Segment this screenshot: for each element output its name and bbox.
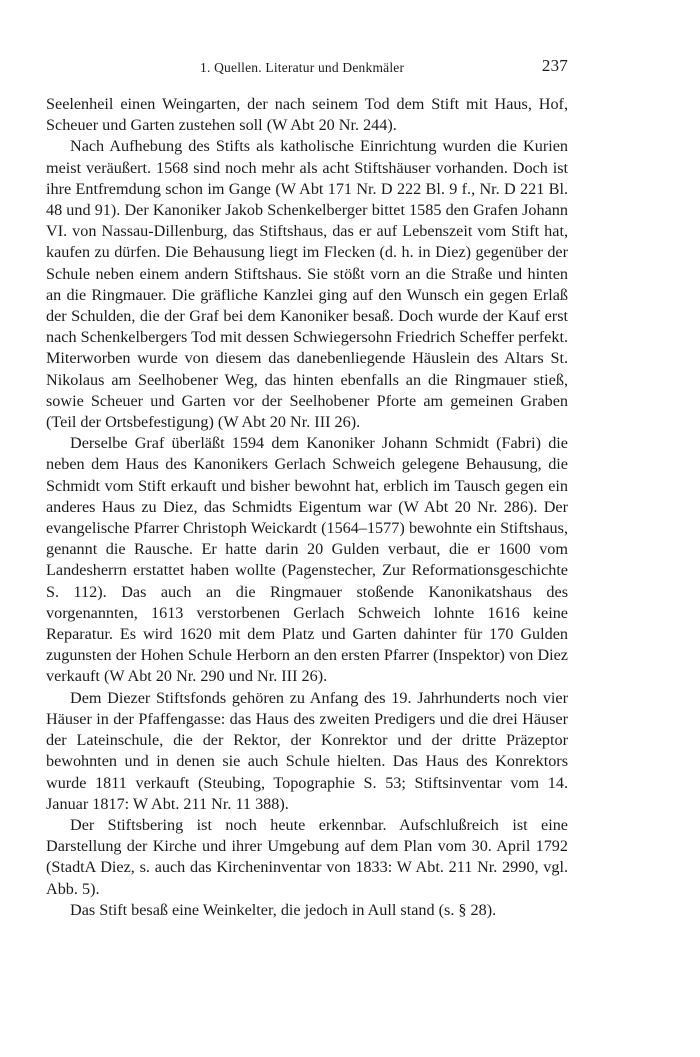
book-page — [46, 56, 568, 921]
paragraph: Derselbe Graf überläßt 1594 dem Kanoniker Johann Schmidt (Fabri) die neben dem Haus des Kanonikers Gerlach Schweich gelegene Behausung, die Schmidt vom Stift erkauft und bisher bewohnt hat, erblich im Tausch gegen ein anderes Haus zu Diez, das Schmidts Eigentum war (W Abt 20 Nr. 286). Der evangelische Pfarrer Christoph Weickardt (1564–1577) bewohnte ein Stiftshaus, genannt die Rausche. Er hatte darin 20 Gulden verbaut, die er 1600 vom Landesherrn erstattet haben wollte (Pagenstecher, Zur Reformationsgeschichte S. 112). Das auch an die Ringmauer stoßende Kanonikatshaus des vorgenannten, 1613 verstorbenen Gerlach Schweich lohnte 1616 keine Reparatur. Es wird 1620 mit dem Platz und Garten dahinter für 170 Gulden zugunsten der Hohen Schule Herborn an den ersten Pfarrer (Inspektor) von Diez verkauft (W Abt 20 Nr. 290 und Nr. III 26). — [46, 434, 568, 686]
paragraph: Der Stiftsbering ist noch heute erkennbar. Aufschlußreich ist eine Darstellung der Kirche und ihrer Umgebung auf dem Plan vom 30. April 1792 (StadtA Diez, s. auch das Kircheninventar von 1833: W Abt. 211 Nr. 2990, vgl. Abb. 5). — [46, 815, 568, 898]
running-title: 1. Quellen. Literatur und Denkmäler — [200, 60, 405, 75]
paragraph-continuation: Seelenheil einen Weingarten, der nach seinem Tod dem Stift mit Haus, Hof, Scheuer und Garten zustehen soll (W Abt 20 Nr. 244). — [46, 95, 568, 135]
paragraph: Nach Aufhebung des Stifts als katholische Einrichtung wurden die Kurien meist veräußert. 1568 sind noch mehr als acht Stiftshäuser vorhanden. Doch ist ihre Entfremdung schon im Gange (W Abt 171 Nr. D 222 Bl. 9 f., Nr. D 221 Bl. 48 und 91). Der Kanoniker Jakob Schenkelberger bittet 1585 den Grafen Johann VI. von Nassau-Dillenburg, das Stiftshaus, das er auf Lebenszeit vom Stift hat, kaufen zu dürfen. Die Behausung liegt im Flecken (d. h. in Diez) gegenüber der Schule neben einem andern Stiftshaus. Sie stößt vorn an die Straße und hinten an die Ringmauer. Die gräfliche Kanzlei ging auf den Wunsch ein gegen Erlaß der Schulden, die der Graf bei dem Kanoniker besaß. Doch wurde der Kauf erst nach Schenkelbergers Tod mit dessen Schwiegersohn Friedrich Scheffer perfekt. Miterworben wurde von diesem das danebenliegende Häuslein des Altars St. Nikolaus am Seelhobener Weg, das hinten ebenfalls an die Ringmauer stieß, sowie Scheuer und Garten vor der Seelhobener Pforte am gemeinen Graben (Teil der Ortsbefestigung) (W Abt 20 Nr. III 26). — [46, 137, 568, 432]
paragraph: Dem Diezer Stiftsfonds gehören zu Anfang des 19. Jahrhunderts noch vier Häuser in der Pfaffengasse: das Haus des zweiten Predigers und die drei Häuser der Lateinschule, die der Rektor, der Konrektor und der dritte Präzeptor bewohnten und in denen sie auch Schule hielten. Das Haus des Konrektors wurde 1811 verkauft (Steubing, Topographie S. 53; Stiftsinventar vom 14. Januar 1817: W Abt. 211 Nr. 11 388). — [46, 688, 568, 813]
body-text — [46, 94, 568, 921]
running-header — [46, 56, 568, 82]
page-number: 237 — [541, 56, 568, 75]
paragraph: Das Stift besaß eine Weinkelter, die jedoch in Aull stand (s. § 28). — [70, 900, 497, 919]
